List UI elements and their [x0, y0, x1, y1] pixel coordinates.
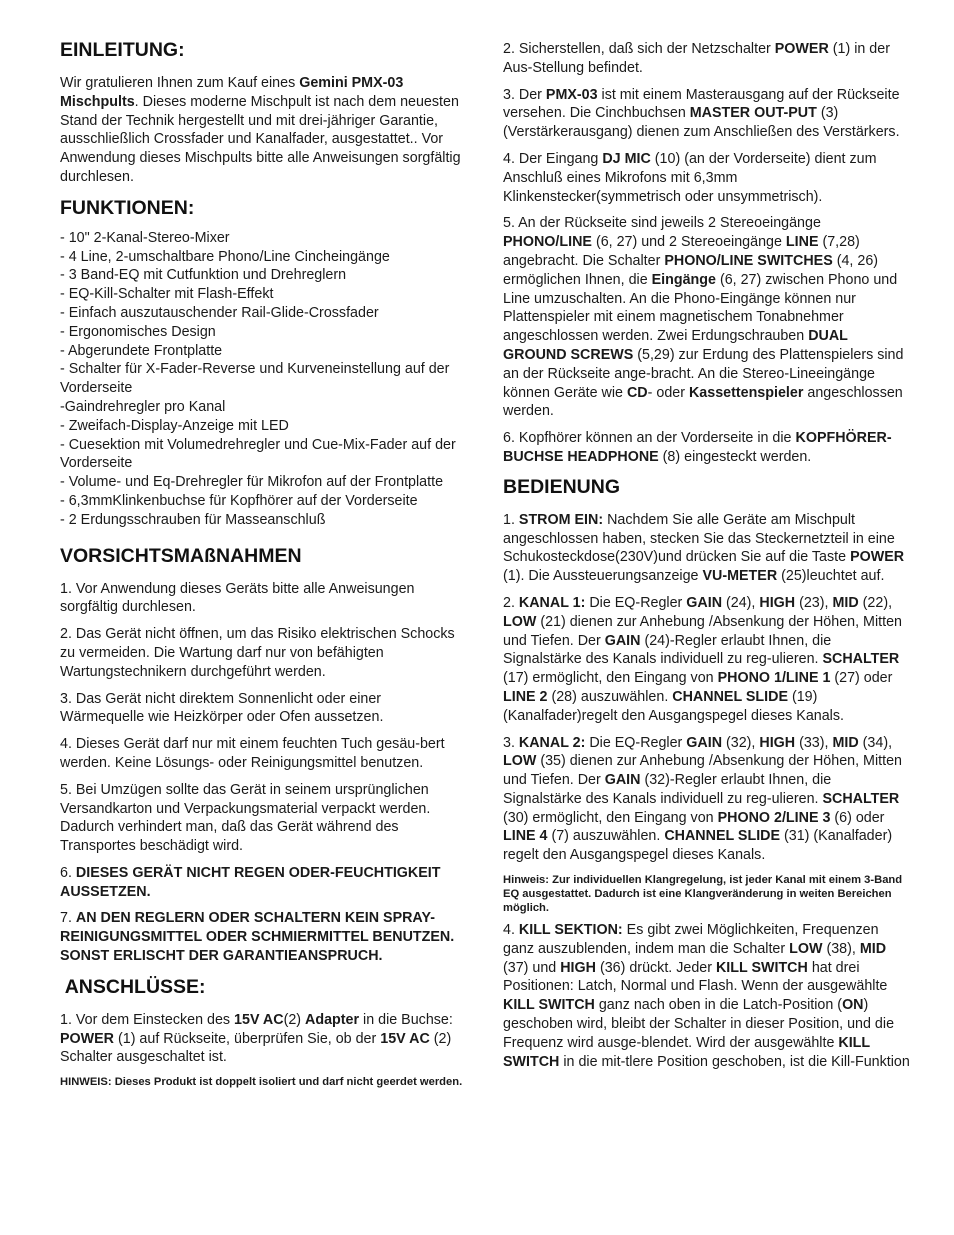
connection-item	[503, 214, 911, 421]
bold-term: LOW	[503, 613, 537, 630]
feature-item: -Gaindrehregler pro Kanal	[60, 398, 226, 415]
text-run: hat drei Positionen: Latch, Normal und Flash. Wenn der ausgewählte	[503, 959, 888, 995]
intro-paragraph	[60, 74, 464, 187]
text-run: (1). Die Aussteuerungsanzeige	[503, 568, 703, 585]
text-run: ) geschoben wird, bleibt der Schalter in dieser Position, und die Frequenz wird ausge-blendet. Wird der ausgewählte	[503, 997, 895, 1051]
text-run: (17) ermöglicht, den Eingang von	[503, 670, 718, 687]
connection-item	[503, 429, 911, 467]
text-run: 2.	[503, 594, 519, 611]
bold-term: KANAL 1:	[518, 594, 586, 611]
text-run: 2. Das Gerät nicht öffnen, um das Risiko elektrischen Schocks zu vermeiden. Die Wartung darf nur von befähigten Wartungstechnikern durchgeführt werden.	[60, 626, 455, 680]
precaution-item	[60, 690, 464, 728]
feature-item: - 10" 2-Kanal-Stereo-Mixer	[60, 229, 230, 246]
feature-item: - Cuesektion mit Volumedrehregler und Cue-Mix-Fader auf der Vorderseite	[60, 436, 456, 472]
bold-term: KILL SEKTION:	[518, 922, 623, 939]
connection-item	[503, 40, 911, 78]
bold-term: Gemini PMX-03 Mischpults	[60, 75, 404, 110]
bold-term: LINE	[785, 234, 819, 251]
heading-einleitung: EINLEITUNG:	[60, 39, 185, 61]
text-run: (36) drückt. Jeder	[595, 959, 716, 976]
feature-item: - Einfach auszutauschender Rail-Glide-Crossfader	[60, 304, 379, 321]
precaution-item	[60, 580, 464, 618]
left-column	[60, 38, 464, 1095]
text-run: (28) auszuwählen.	[547, 688, 673, 705]
text-run: 1.	[503, 511, 519, 528]
bold-term: KILL SWITCH	[503, 997, 595, 1014]
bold-term: HIGH	[560, 959, 596, 976]
bold-term: PHONO 1/LINE 1	[717, 670, 831, 687]
operation-item	[503, 921, 911, 1071]
bold-term: POWER	[850, 549, 905, 566]
text-run: (34),	[858, 734, 893, 751]
connection-item	[60, 1011, 464, 1067]
text-run: 6.	[60, 864, 76, 881]
text-run: 7.	[60, 910, 76, 927]
text-run: (32)-Regler erlaubt Ihnen, die Signalstärke des Kanals individuell zu reg-ulieren.	[503, 772, 832, 807]
feature-item: - EQ-Kill-Schalter mit Flash-Effekt	[60, 286, 274, 303]
bold-term: LOW	[789, 940, 823, 957]
bold-term: KANAL 2:	[518, 734, 586, 751]
text-run: (31) (Kanalfader) regelt den Ausgangspegel dieses Kanals.	[503, 828, 893, 864]
feature-item: - Volume- und Eq-Drehregler für Mikrofon auf der Frontplatte	[60, 474, 444, 491]
operation-item	[503, 511, 911, 586]
text-run: Hinweis: Zur individuellen Klangregelung, ist jeder Kanal mit einem 3-Band EQ ausgestattet. Dadurch ist eine Klangveränderung in weiten Bereichen möglich.	[503, 874, 903, 915]
bold-term: 15V AC	[380, 1030, 430, 1047]
bold-term: VU-METER	[702, 568, 778, 585]
text-run: Es gibt zwei Möglichkeiten, Frequenzen ganz auszublenden, indem man die Schalter	[503, 922, 879, 957]
text-run: 4. Der Eingang	[503, 150, 603, 167]
text-run: in die Buchse:	[359, 1011, 453, 1028]
text-run: (7) auszuwählen.	[547, 828, 665, 845]
text-run: 4.	[503, 922, 519, 939]
bold-term: Kassettenspieler	[688, 384, 804, 401]
bold-term: KOPFHÖRER-BUCHSE HEADPHONE	[503, 430, 892, 465]
bold-term: LINE 2	[503, 688, 548, 705]
text-run: (32),	[722, 734, 760, 751]
feature-item: - 4 Line, 2-umschaltbare Phono/Line Cincheingänge	[60, 248, 390, 265]
bold-term: GAIN	[604, 772, 641, 789]
text-run: (33),	[795, 734, 833, 751]
text-run: (6, 27) zwischen Phono und Line umzuschalten. An die Phono-Eingänge können nur Plattenspieler mit einem magnetischem Tonabnehmer angeschlossen werden. Zwei Erdungschrauben	[503, 271, 898, 345]
operation-item	[503, 594, 911, 726]
text-run: 1. Vor dem Einstecken des	[60, 1011, 235, 1028]
text-run: 1. Vor Anwendung dieses Geräts bitte alle Anweisungen sorgfältig durchlesen.	[60, 580, 415, 616]
precaution-item	[60, 735, 464, 773]
text-run: (35) dienen zur Anhebung /Absenkung der Höhen, Mitten und Tiefen. Der	[503, 753, 902, 789]
text-run: (6, 27) und 2 Stereoeingänge	[591, 234, 786, 251]
bold-term: AN DEN REGLERN ODER SCHALTERN KEIN SPRAY-REINIGUNGSMITTEL ODER SCHMIERMITTEL BENUTZEN. SONST ERLISCHT DER GARANTIEANSPRUCH.	[60, 910, 455, 965]
text-run: (1) in der Aus-Stellung befindet.	[503, 41, 890, 76]
bold-term: HIGH	[759, 594, 796, 611]
text-run: - oder	[647, 384, 689, 401]
bold-term: SCHALTER	[822, 790, 900, 807]
text-run: (22),	[858, 594, 893, 611]
text-run: (24),	[722, 594, 760, 611]
bold-term: DJ MIC	[602, 150, 651, 167]
heading-funktionen: FUNKTIONEN:	[60, 196, 195, 219]
text-run: (3) (Verstärkerausgang) dienen zum Anschließen des Verstärkers.	[503, 105, 900, 141]
text-run: (10) (an der Vorderseite) dient zum Anschluß eines Mikrofons mit 6,3mm Klinkenstecker(symmetrisch oder unsymmetrisch).	[503, 150, 877, 205]
text-run: 3. Das Gerät nicht direktem Sonnenlicht oder einer Wärmequelle wie Heizkörper oder Ofen aussetzen.	[60, 690, 384, 726]
text-run: 2. Sicherstellen, daß sich der Netzschalter	[503, 41, 775, 57]
text-run: (30) ermöglicht, den Eingang von	[503, 809, 718, 826]
feature-list	[60, 229, 464, 530]
bold-term: STROM EIN:	[518, 511, 604, 528]
text-run: (2) Schalter ausgeschaltet ist.	[60, 1030, 452, 1066]
feature-item: - 2 Erdungsschrauben für Masseanschluß	[60, 511, 326, 528]
text-run: (4, 26) ermöglichen Ihnen, die	[503, 252, 879, 288]
bold-term: GAIN	[686, 594, 723, 611]
heading-anschluesse: ANSCHLÜSSE:	[60, 975, 206, 998]
text-run: (38),	[822, 940, 860, 957]
text-run: (8) eingesteckt werden.	[658, 448, 812, 465]
text-run: 5. Bei Umzügen sollte das Gerät in seinem ursprünglichen Versandkarton und Verpackungsmaterial verpackt werden. Dadurch verhindert man, daß das Gerät während des Transportes beschädigt wird.	[60, 781, 431, 855]
text-run: Die EQ-Regler	[585, 594, 687, 611]
feature-item: - Abgerundete Frontplatte	[60, 342, 223, 359]
bold-term: PHONO/LINE	[503, 234, 592, 251]
text-run: ganz nach oben in die Latch-Position (	[594, 997, 843, 1014]
bold-term: POWER	[774, 41, 829, 57]
text-run: HINWEIS: Dieses Produkt ist doppelt isoliert und darf nicht geerdet werden.	[60, 1076, 463, 1089]
text-run: 3. Der	[503, 86, 546, 103]
text-run: (1) auf Rückseite, überprüfen Sie, ob der	[114, 1030, 381, 1047]
precaution-list	[60, 580, 464, 966]
feature-item: - Ergonomisches Design	[60, 323, 216, 340]
text-run: (2)	[283, 1011, 306, 1028]
text-run: Die EQ-Regler	[585, 734, 687, 751]
bold-term: LINE 4	[503, 828, 548, 845]
connection-list-right	[503, 40, 911, 467]
connection-item	[503, 86, 911, 142]
bold-term: GAIN	[686, 734, 723, 751]
bold-term: MID	[832, 734, 859, 751]
bold-term: Eingänge	[651, 271, 716, 288]
text-run: (23),	[795, 594, 833, 611]
bold-term: CHANNEL SLIDE	[672, 688, 788, 705]
bold-term: POWER	[60, 1030, 115, 1047]
bold-term: DUAL GROUND SCREWS	[503, 328, 848, 363]
text-run: angeschlossen werden.	[503, 384, 903, 420]
text-run: (7,28) angebracht. Die Schalter	[503, 234, 860, 269]
text-run: (27) oder	[830, 670, 893, 687]
bold-term: PMX-03	[545, 86, 598, 103]
bold-term: ON	[842, 997, 864, 1014]
text-run: (37) und	[503, 959, 561, 976]
operation-item	[503, 734, 911, 866]
text-run: 6. Kopfhörer können an der Vorderseite in die	[503, 430, 796, 447]
right-column	[503, 40, 911, 1079]
connection-item	[60, 1075, 464, 1089]
text-run: 4. Dieses Gerät darf nur mit einem feuchten Tuch gesäu-bert werden. Keine Lösungs- oder Reinigungsmittel benutzen.	[60, 736, 445, 771]
precaution-item	[60, 625, 464, 681]
text-run: 3.	[503, 734, 519, 751]
bold-term: SCHALTER	[822, 651, 900, 668]
bold-term: CHANNEL SLIDE	[664, 828, 781, 845]
precaution-item	[60, 909, 464, 965]
bold-term: PHONO/LINE SWITCHES	[664, 252, 833, 269]
bold-term: KILL SWITCH	[503, 1034, 870, 1070]
bold-term: MASTER OUT-PUT	[689, 105, 817, 122]
text-run: 5. An der Rückseite sind jeweils 2 Stereoeingänge	[503, 215, 821, 232]
bold-term: MID	[859, 940, 887, 957]
bold-term: Adapter	[305, 1011, 360, 1028]
feature-item: - Zweifach-Display-Anzeige mit LED	[60, 417, 289, 434]
heading-vorsichtsmassnahmen: VORSICHTSMAßNAHMEN	[60, 544, 302, 567]
bold-term: HIGH	[759, 734, 796, 751]
precaution-item	[60, 781, 464, 856]
text-run: in die mit-tlere Position geschoben, ist die Kill-Funktion	[559, 1053, 910, 1070]
text-run: (24)-Regler erlaubt Ihnen, die Signalstärke des Kanals individuell zu reg-ulieren.	[503, 632, 832, 668]
text-run: (19) (Kanalfader)regelt den Ausgangspegel dieses Kanals.	[503, 688, 844, 724]
feature-item: - 6,3mmKlinkenbuchse für Kopfhörer auf der Vorderseite	[60, 492, 418, 509]
bold-term: 15V AC	[234, 1011, 284, 1028]
bold-term: GAIN	[604, 632, 641, 649]
bold-term: MID	[832, 594, 859, 611]
text-run: (5,29) zur Erdung des Plattenspielers sind an der Rückseite ange-bracht. An die Stereo-Lineeingänge können Geräte wie	[503, 346, 904, 401]
heading-bedienung: BEDIENUNG	[503, 475, 621, 498]
feature-item: - Schalter für X-Fader-Reverse und Kurveneinstellung auf der Vorderseite	[60, 361, 450, 397]
bold-term: LOW	[503, 753, 537, 770]
operation-list	[503, 511, 911, 1072]
feature-item: - 3 Band-EQ mit Cutfunktion und Drehreglern	[60, 267, 347, 284]
text-run: (25)leuchtet auf.	[777, 568, 885, 585]
text-run: ist mit einem Masterausgang auf der Rückseite versehen. Die Cinchbuchsen	[503, 86, 900, 122]
connection-item	[503, 150, 911, 206]
bold-term: KILL SWITCH	[715, 959, 808, 976]
text-run: . Dieses moderne Mischpult ist nach dem neuesten Stand der Technik hergestellt und mit drei-jähriger Garantie, ausschließlich Crossfader und Kanalfader, ausgestattet.. Vor Anwendung dieses Mischpults bitte alle Anweisungen sorgfältig durchlesen.	[60, 93, 461, 185]
connection-list-left	[60, 1011, 464, 1089]
operation-item	[503, 873, 911, 915]
bold-term: PHONO 2/LINE 3	[717, 809, 831, 826]
text-run: Wir gratulieren Ihnen zum Kauf eines	[60, 75, 300, 91]
bold-term: CD	[626, 384, 648, 401]
text-run: (21) dienen zur Anhebung /Absenkung der Höhen, Mitten und Tiefen. Der	[503, 613, 902, 649]
bold-term: DIESES GERÄT NICHT REGEN ODER-FEUCHTIGKEIT AUSSETZEN.	[60, 864, 441, 900]
text-run: (6) oder	[830, 809, 885, 826]
text-run: Nachdem Sie alle Geräte am Mischpult angeschlossen haben, stecken Sie das Steckernetzteil in eine Schukosteckdose(230V)und drücken Sie auf die Taste	[503, 511, 895, 566]
precaution-item	[60, 864, 464, 902]
